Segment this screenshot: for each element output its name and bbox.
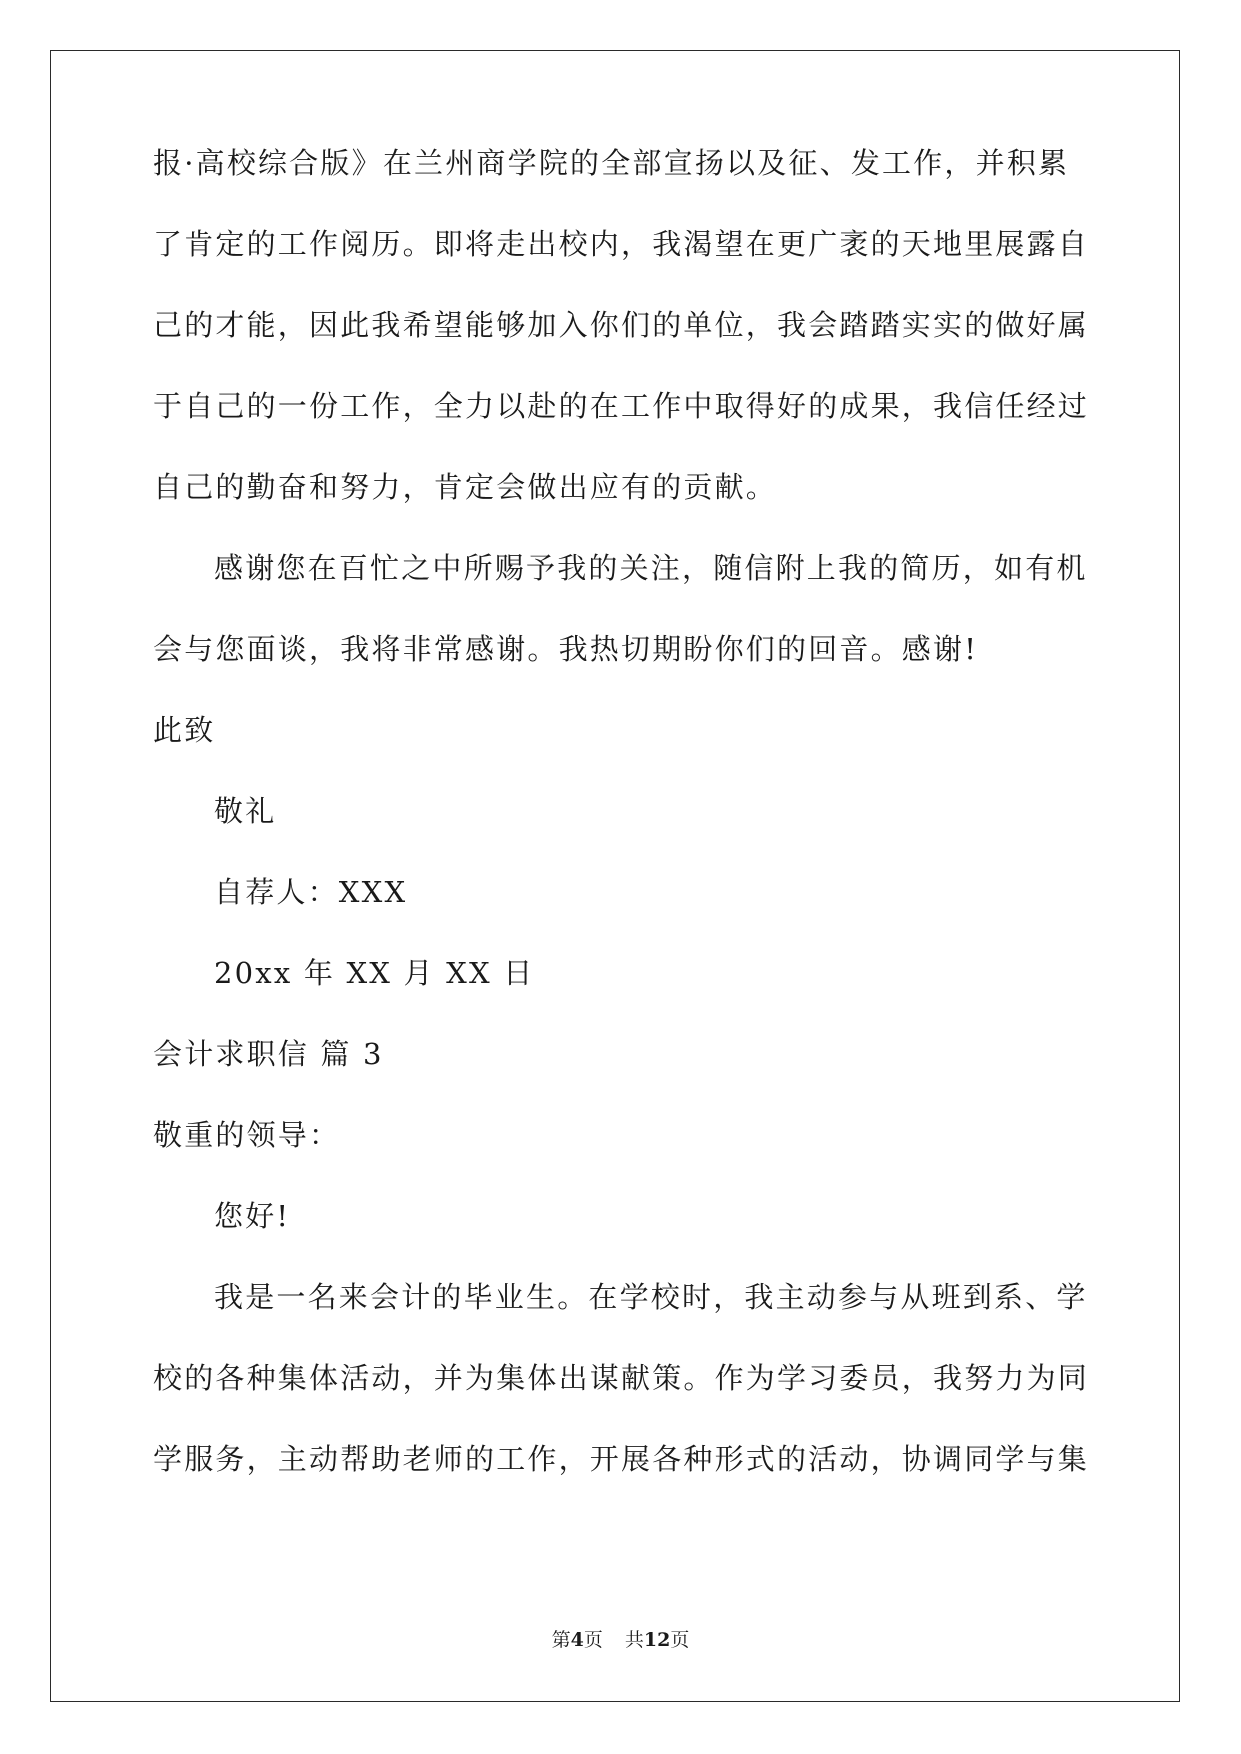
text-line: 报·高校综合版》在兰州商学院的全部宣扬以及征、发工作，并积累: [153, 146, 1070, 180]
total-prefix: 共: [624, 1629, 644, 1651]
section-heading: 会计求职信 篇 3: [153, 1037, 384, 1071]
closing-regards: 敬礼: [214, 794, 277, 828]
page-prefix: 第: [551, 1629, 571, 1651]
paragraph-start: 我是一名来会计的毕业生。在学校时，我主动参与从班到系、学: [214, 1280, 1088, 1314]
text-line: 了肯定的工作阅历。即将走出校内，我渴望在更广袤的天地里展露自: [153, 227, 1090, 261]
text-line: 己的才能，因此我希望能够加入你们的单位，我会踏踏实实的做好属: [153, 308, 1090, 342]
text-line: 学服务，主动帮助老师的工作，开展各种形式的活动，协调同学与集: [153, 1442, 1090, 1476]
text-line: 校的各种集体活动，并为集体出谋献策。作为学习委员，我努力为同: [153, 1361, 1090, 1395]
signature-line: 自荐人：XXX: [214, 875, 408, 909]
text-line: 自己的勤奋和努力，肯定会做出应有的贡献。: [153, 470, 778, 504]
document-body: [153, 146, 1090, 1500]
greeting-hello: 您好!: [214, 1199, 291, 1233]
closing-salutation: 此致: [153, 713, 216, 747]
date-line: 20xx 年 XX 月 XX 日: [214, 956, 535, 990]
page-current: 4: [570, 1629, 584, 1651]
text-line: 会与您面谈，我将非常感谢。我热切期盼你们的回音。感谢!: [153, 632, 979, 666]
page-suffix: 页: [583, 1629, 603, 1651]
text-line: 于自己的一份工作，全力以赴的在工作中取得好的成果，我信任经过: [153, 389, 1090, 423]
greeting-line: 敬重的领导：: [153, 1118, 341, 1152]
paragraph-start: 感谢您在百忙之中所赐予我的关注，随信附上我的简历，如有机: [214, 551, 1088, 585]
page-footer: [0, 1625, 1241, 1652]
page-total: 12: [643, 1629, 671, 1651]
total-suffix: 页: [670, 1629, 690, 1651]
